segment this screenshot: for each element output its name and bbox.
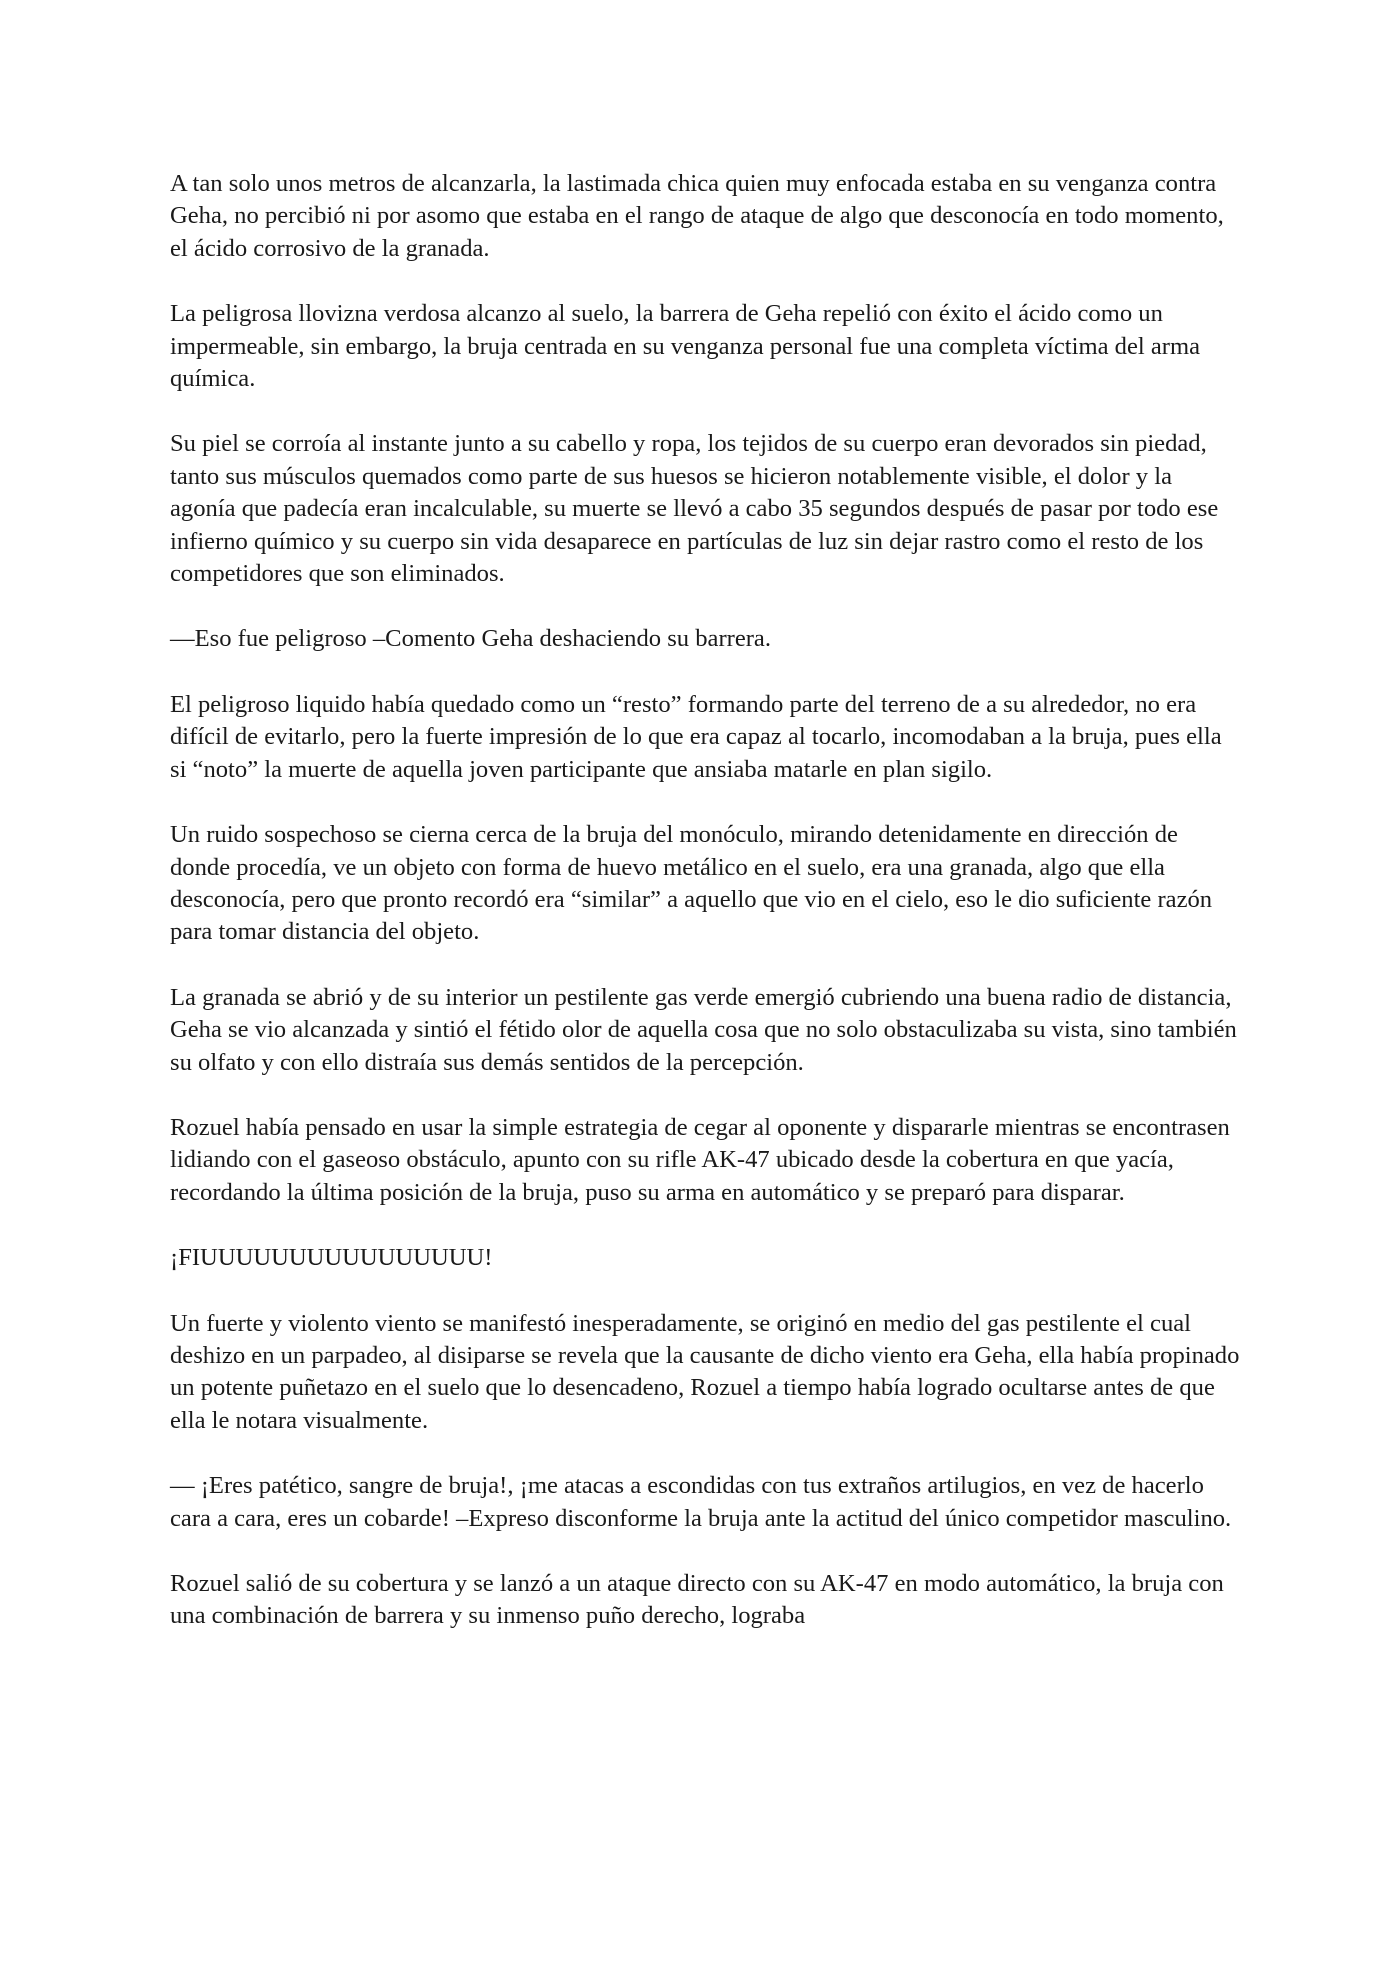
paragraph: La peligrosa llovizna verdosa alcanzo al suelo, la barrera de Geha repelió con éxito el ácido como un impermeable, sin embargo, la bruja centrada en su venganza personal fue una completa víctima del arma química. [170, 300, 1201, 393]
paragraph: —Eso fue peligroso –Comento Geha deshaciendo su barrera. [170, 625, 771, 653]
paragraph: Su piel se corroía al instante junto a su cabello y ropa, los tejidos de su cuerpo eran devorados sin piedad, tanto sus músculos quemados como parte de sus huesos se hicieron notablemente visible, el dolor y la agonía que padecía eran incalculable, su muerte se llevó a cabo 35 segundos después de pasar por todo ese infierno químico y su cuerpo sin vida desaparece en partículas de luz sin dejar rastro como el resto de los competidores que son eliminados. [170, 430, 1219, 588]
paragraph: Un fuerte y violento viento se manifestó inesperadamente, se originó en medio del gas pestilente el cual deshizo en un parpadeo, al disiparse se revela que la causante de dicho viento era Geha, ella había propinado un potente puñetazo en el suelo que lo desencadeno, Rozuel a tiempo había logrado ocultarse antes de que ella le notara visualmente. [170, 1309, 1240, 1434]
document-body [170, 168, 1240, 1666]
paragraph: El peligroso liquido había quedado como un “resto” formando parte del terreno de a su alrededor, no era difícil de evitarlo, pero la fuerte impresión de lo que era capaz al tocarlo, incomodaban a la bruja, pues ella si “noto” la muerte de aquella joven participante que ansiaba matarle en plan sigilo. [170, 690, 1222, 783]
paragraph: Un ruido sospechoso se cierna cerca de la bruja del monóculo, mirando detenidamente en dirección de donde procedía, ve un objeto con forma de huevo metálico en el suelo, era una granada, algo que ella desconocía, pero que pronto recordó era “similar” a aquello que vio en el cielo, eso le dio suficiente razón para tomar distancia del objeto. [170, 821, 1213, 946]
paragraph: Rozuel salió de su cobertura y se lanzó a un ataque directo con su AK-47 en modo automático, la bruja con una combinación de barrera y su inmenso puño derecho, lograba [170, 1570, 1224, 1630]
paragraph: La granada se abrió y de su interior un pestilente gas verde emergió cubriendo una buena radio de distancia, Geha se vio alcanzada y sintió el fétido olor de aquella cosa que no solo obstaculizaba su vista, sino también su olfato y con ello distraía sus demás sentidos de la percepción. [170, 983, 1237, 1076]
paragraph: Rozuel había pensado en usar la simple estrategia de cegar al oponente y dispararle mientras se encontrasen lidiando con el gaseoso obstáculo, apunto con su rifle AK-47 ubicado desde la cobertura en que yacía, recordando la última posición de la bruja, puso su arma en automático y se preparó para disparar. [170, 1113, 1230, 1206]
paragraph: ¡FIUUUUUUUUUUUUUUUU! [170, 1244, 493, 1272]
paragraph: A tan solo unos metros de alcanzarla, la lastimada chica quien muy enfocada estaba en su venganza contra Geha, no percibió ni por asomo que estaba en el rango de ataque de algo que desconocía en todo momento, el ácido corrosivo de la granada. [170, 170, 1224, 262]
paragraph: — ¡Eres patético, sangre de bruja!, ¡me atacas a escondidas con tus extraños artilugios, en vez de hacerlo cara a cara, eres un cobarde! –Expreso disconforme la bruja ante la actitud del único competidor masculino. [170, 1472, 1232, 1532]
